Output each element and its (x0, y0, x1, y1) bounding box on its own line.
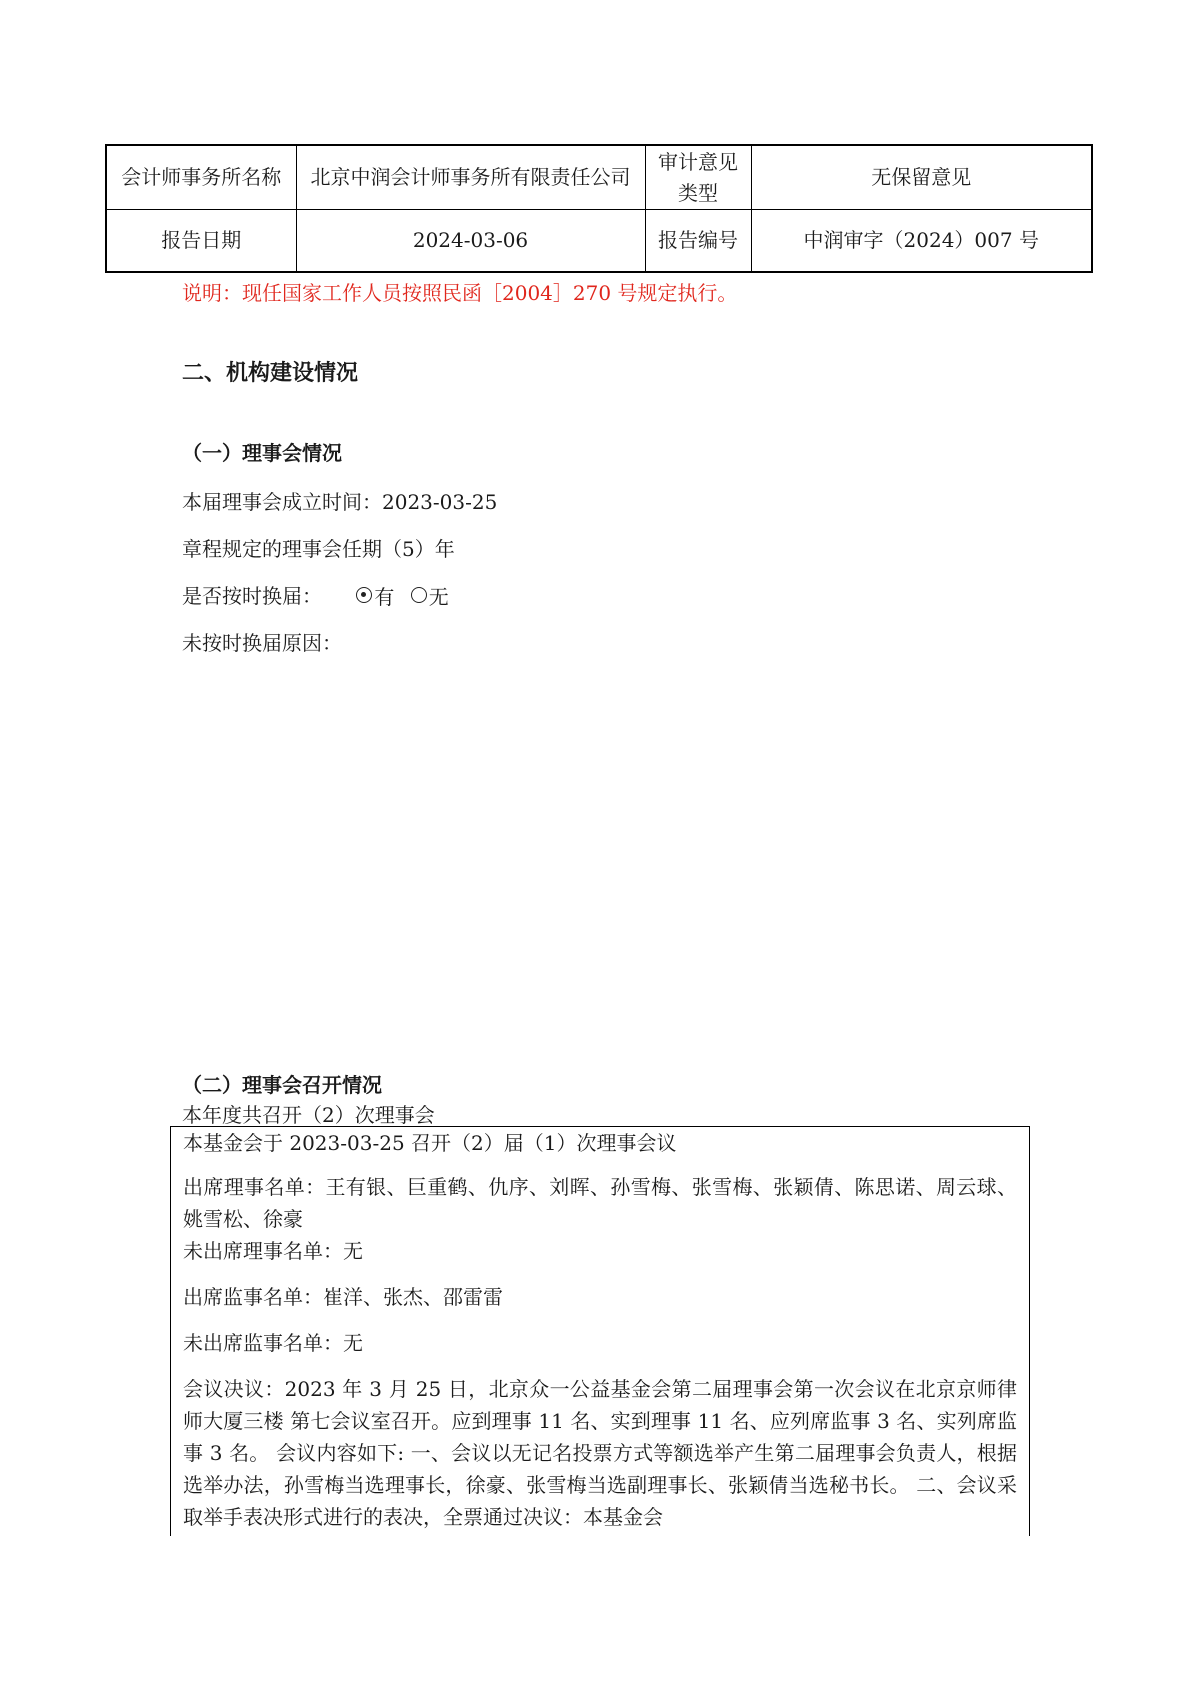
report-date-value: 2024-03-06 (296, 210, 645, 273)
meetings-section-title: （二）理事会召开情况 (182, 1073, 382, 1097)
radio-no[interactable] (411, 581, 449, 610)
meeting-heading: 本基金会于 2023-03-25 召开（2）届（1）次理事会议 (183, 1131, 677, 1155)
meeting-resolution: 会议决议：2023 年 3 月 25 日，北京众一公益基金会第二届理事会第一次会议在北京京师律师大厦三楼 第七会议室召开。应到理事 11 名、实到理事 11 名、应列席监事 3 名、实列席监事 3 名。 会议内容如下: 一、会议以无记名投票方式等额选举产生第二届理事会负责人，根据选举办法，孙雪梅当选理事长，徐豪、张雪梅当选副理事长、张颖倩当选秘书长。 二、会议采取举手表决形式进行的表决，全票通过决议：本基金会 (183, 1377, 1017, 1529)
absent-supervisors: 未出席监事名单：无 (183, 1331, 363, 1355)
section-title: 二、机构建设情况 (182, 360, 359, 386)
report-number-value: 中润审字（2024）007 号 (751, 210, 1092, 273)
attending-supervisors: 出席监事名单：崔洋、张杰、邵雷雷 (183, 1285, 503, 1309)
attending-directors: 出席理事名单：王有银、巨重鹤、仇序、刘晖、孙雪梅、张雪梅、张颖倩、陈思诺、周云球、姚雪松、徐豪 (183, 1175, 1017, 1231)
radio-yes[interactable] (356, 581, 394, 610)
radio-yes-label: 有 (374, 584, 395, 609)
board-established-date: 本届理事会成立时间：2023-03-25 (182, 490, 498, 514)
firm-name-value: 北京中润会计师事务所有限责任公司 (296, 145, 645, 210)
board-on-time-row (182, 580, 459, 610)
audit-info-table (105, 144, 1093, 273)
opinion-type-value: 无保留意见 (751, 145, 1092, 210)
on-time-radio-group (356, 581, 458, 610)
table-row (106, 210, 1092, 273)
board-section-title: （一）理事会情况 (182, 441, 342, 465)
board-term: 章程规定的理事会任期（5）年 (182, 537, 455, 561)
radio-no-label: 无 (428, 584, 449, 609)
report-date-label: 报告日期 (106, 210, 296, 273)
note-text: 说明：现任国家工作人员按照民函［2004］270 号规定执行。 (182, 281, 738, 305)
radio-unselected-icon (411, 587, 427, 603)
radio-selected-icon (356, 587, 372, 603)
absent-directors: 未出席理事名单：无 (183, 1239, 363, 1263)
not-on-time-reason: 未按时换届原因： (182, 631, 342, 655)
table-row (106, 145, 1092, 210)
meeting-record-box (170, 1126, 1030, 1536)
report-number-label: 报告编号 (645, 210, 751, 273)
on-time-label: 是否按时换届： (182, 584, 322, 608)
meetings-summary: 本年度共召开（2）次理事会 (182, 1103, 435, 1127)
firm-name-label: 会计师事务所名称 (106, 145, 296, 210)
opinion-type-label: 审计意见类型 (645, 145, 751, 210)
